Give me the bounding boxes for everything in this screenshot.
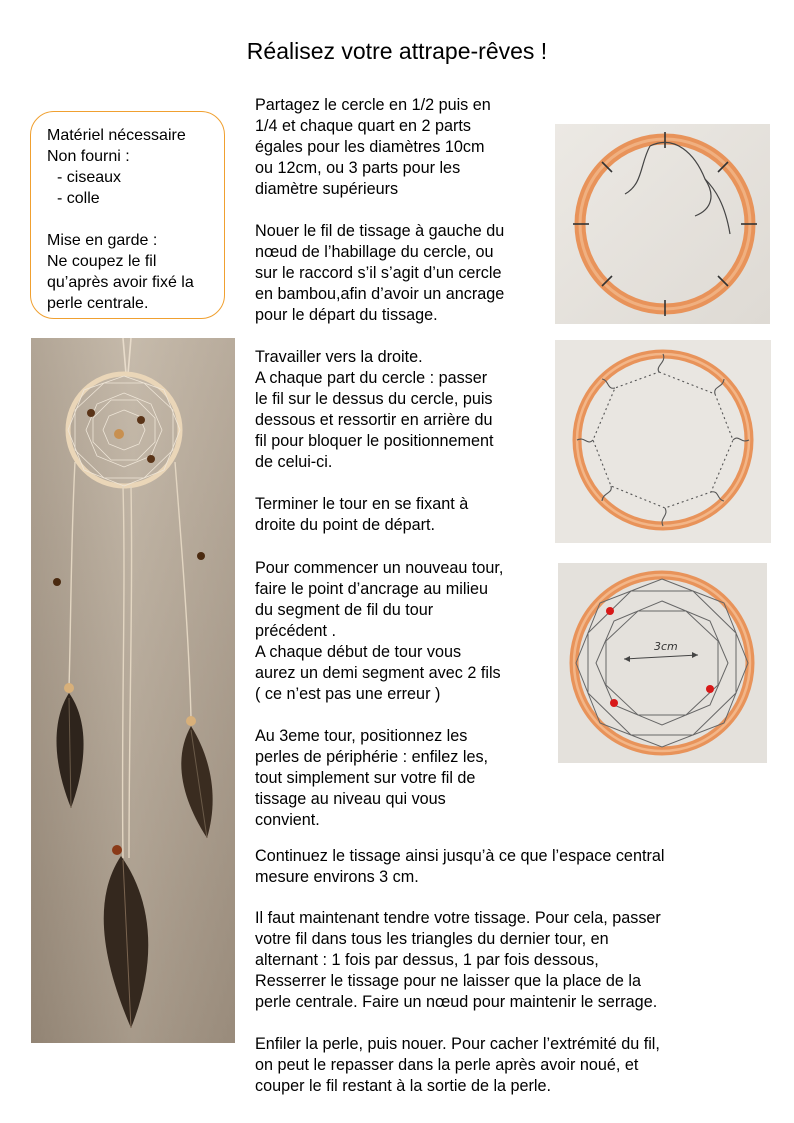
- step-finish-round: Terminer le tour en se fixant à droite du point de départ.: [255, 495, 469, 534]
- step-divide-circle: Partagez le cercle en 1/2 puis en 1/4 et chaque quart en 2 parts égales pour les diamètres 10cm ou 12cm, ou 3 parts pour les diamètre supérieurs: [255, 96, 491, 198]
- warning-text-3: perle centrale.: [47, 295, 149, 312]
- step-bead-center: Enfiler la perle, puis nouer. Pour cacher l’extrémité du fil, on peut le repasser dans la perle après avoir noué, et couper le fil restant à la sortie de la perle.: [255, 1035, 660, 1095]
- step-work-right: Travailler vers la droite. A chaque part du cercle : passer le fil sur le dessus du cercle, puis dessous et ressortir en arrière du fil pour bloquer le positionnement de celui-ci.: [255, 348, 494, 471]
- photo-hoop-first-round: [555, 340, 771, 543]
- photo-finished-dreamcatcher: [31, 338, 235, 1043]
- materials-not-provided: Non fourni :: [47, 148, 130, 165]
- measure-label: 3cm: [654, 640, 678, 653]
- warning-heading: Mise en garde :: [47, 232, 158, 249]
- page-title: Réalisez votre attrape-rêves !: [246, 38, 548, 64]
- warning-text-1: Ne coupez le fil: [47, 253, 157, 270]
- step-tie-thread: Nouer le fil de tissage à gauche du nœud de l’habillage du cercle, ou sur le raccord s’il s’agit d’un cercle en bambou,afin d’avoir un ancrage pour le départ du tissage.: [255, 222, 505, 324]
- step-beads: Au 3eme tour, positionnez les perles de périphérie : enfilez les, tout simplement sur votre fil de tissage au niveau qui vous convient.: [255, 727, 489, 829]
- step-continue: Continuez le tissage ainsi jusqu’à ce que l’espace central mesure environs 3 cm.: [255, 847, 665, 886]
- materials-item-glue: - colle: [57, 190, 100, 207]
- warning-text-2: qu’après avoir fixé la: [47, 274, 194, 291]
- materials-heading: Matériel nécessaire: [47, 127, 186, 144]
- materials-box: [30, 111, 225, 319]
- photo-hoop-divided: [555, 124, 770, 324]
- materials-item-scissors: - ciseaux: [57, 169, 122, 186]
- photo-hoop-weave-beads: [558, 563, 767, 763]
- step-tighten: Il faut maintenant tendre votre tissage. Pour cela, passer votre fil dans tous les triangles du dernier tour, en alternant : 1 fois par dessus, 1 par fois dessous, Resserrer le tissage pour ne laisser que la place de la perle centrale. Faire un nœud pour maintenir le serrage.: [255, 909, 661, 1011]
- step-new-round: Pour commencer un nouveau tour, faire le point d’ancrage au milieu du segment de fil du tour précédent . A chaque début de tour vous aurez un demi segment avec 2 fils ( ce n’est pas une erreur ): [255, 559, 504, 703]
